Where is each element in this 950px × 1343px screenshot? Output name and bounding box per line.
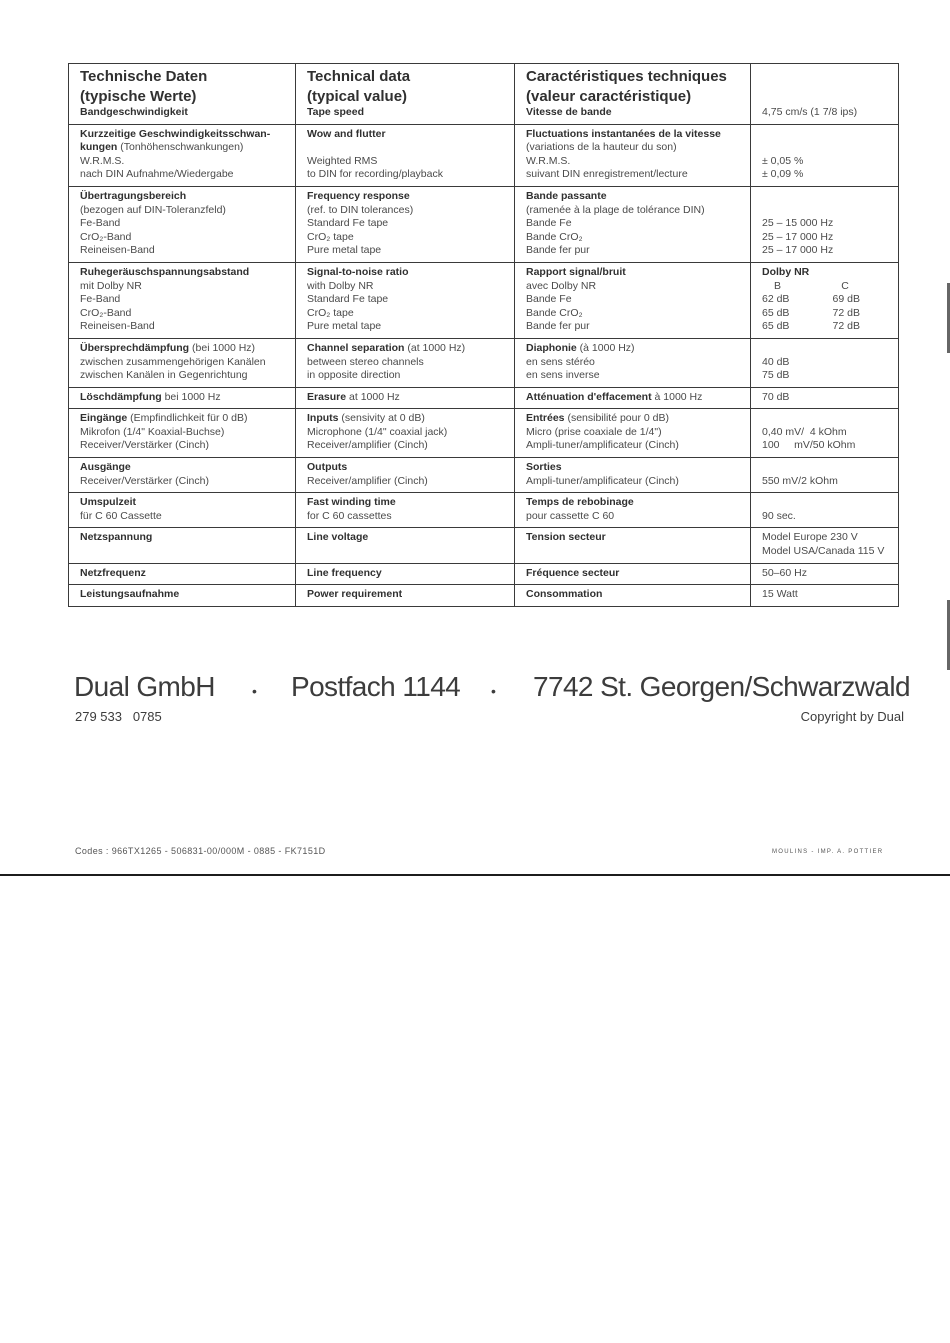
spec-label: Power requirement	[307, 588, 403, 601]
cell-de	[69, 585, 296, 607]
table-row	[69, 585, 899, 607]
cell-fr	[515, 409, 751, 458]
cell-de	[69, 528, 296, 563]
spec-detail: Receiver/amplifier (Cinch)	[307, 474, 428, 487]
spec-detail: pour cassette C 60	[526, 509, 615, 522]
spec-detail: zwischen Kanälen in Gegenrichtung	[80, 369, 248, 382]
spec-detail: mit Dolby NR	[80, 279, 142, 292]
separator-dot: •	[252, 683, 257, 699]
spec-label: Line frequency	[307, 566, 382, 579]
cell-fr	[515, 262, 751, 338]
spec-detail: Fe-Band	[80, 217, 121, 230]
spec-note: (sensivity at 0 dB)	[338, 412, 425, 425]
spec-detail: Weighted RMS	[307, 154, 378, 167]
print-codes: Codes : 966TX1265 - 506831-00/000M - 0885 - FK7151D	[75, 846, 326, 856]
spec-detail: Ampli-tuner/amplificateur (Cinch)	[526, 474, 679, 487]
table-row	[69, 262, 899, 338]
postbox: Postfach 1144	[291, 671, 461, 702]
spec-value: 65 dB	[762, 306, 790, 319]
spec-label: Netzfrequenz	[80, 566, 146, 579]
spec-detail: (bezogen auf DIN-Toleranzfeld)	[80, 203, 226, 216]
table-row	[69, 458, 899, 493]
value-cell	[751, 124, 899, 186]
spec-label: Line voltage	[307, 531, 369, 544]
spec-label: Diaphonie	[526, 341, 577, 354]
value-cell	[751, 458, 899, 493]
separator-dot: •	[491, 683, 496, 699]
spec-label: Temps de rebobinage	[526, 496, 634, 509]
spec-value: 72 dB	[832, 320, 860, 333]
spec-detail: Receiver/Verstärker (Cinch)	[80, 439, 209, 452]
printer-imprint: MOULINS - IMP. A. POTTIER	[772, 849, 884, 855]
spec-detail: between stereo channels	[307, 355, 424, 368]
cell-fr	[515, 563, 751, 585]
spec-label-line	[80, 141, 287, 155]
spec-detail: zwischen zusammengehörigen Kanälen	[80, 355, 266, 368]
copyright-notice: Copyright by Dual	[800, 709, 904, 724]
cell-de	[69, 563, 296, 585]
spec-label: Sorties	[526, 461, 562, 474]
spec-value: 100 mV/50 kOhm	[762, 439, 856, 452]
spec-note: bei 1000 Hz	[161, 390, 221, 403]
cell-fr	[515, 458, 751, 493]
spec-label: Bandgeschwindigkeit	[80, 106, 188, 118]
spec-value: 550 mV/2 kOhm	[762, 474, 838, 487]
spec-value: 25 – 17 000 Hz	[762, 230, 834, 243]
spec-label: Tape speed	[307, 106, 364, 118]
cell-en	[296, 563, 515, 585]
spec-value: 62 dB	[762, 293, 790, 306]
cell-fr	[515, 528, 751, 563]
page-edge-line	[0, 874, 950, 876]
dolby-values-grid	[762, 280, 890, 334]
spec-label: Leistungsaufnahme	[80, 588, 180, 601]
cell-de	[69, 338, 296, 387]
value-cell	[751, 493, 899, 528]
header-cell-fr	[515, 64, 751, 125]
spec-label-line	[526, 391, 742, 405]
heading-en-subtitle: (typical value)	[307, 87, 408, 105]
cell-de	[69, 493, 296, 528]
spec-note: (at 1000 Hz)	[404, 341, 466, 354]
spec-label-line	[307, 342, 506, 356]
spec-detail: suivant DIN enregistrement/lecture	[526, 168, 688, 181]
value-cell	[751, 338, 899, 387]
spec-detail: for C 60 cassettes	[307, 509, 392, 522]
spec-detail: Standard Fe tape	[307, 217, 389, 230]
spec-label: Signal-to-noise ratio	[307, 265, 409, 278]
value-cell	[751, 262, 899, 338]
spec-label: Entrées	[526, 412, 565, 425]
cell-en	[296, 387, 515, 409]
spec-value: Model USA/Canada 115 V	[762, 545, 885, 558]
spec-label: Eingänge	[80, 412, 128, 425]
value-cell	[751, 585, 899, 607]
spec-detail: Bande CrO₂	[526, 230, 583, 243]
spec-note: at 1000 Hz	[346, 390, 400, 403]
spec-detail: avec Dolby NR	[526, 279, 597, 292]
cell-de	[69, 186, 296, 262]
spec-note: (à 1000 Hz)	[576, 341, 635, 354]
spec-value: 65 dB	[762, 320, 790, 333]
spec-label: Netzspannung	[80, 531, 153, 544]
spec-detail: Reineisen-Band	[80, 244, 155, 257]
spec-label: Kurzzeitige Geschwindigkeitsschwan-	[80, 127, 271, 140]
spec-value: 72 dB	[832, 306, 860, 319]
spec-label: Übersprechdämpfung	[80, 341, 190, 354]
header-cell-en	[296, 64, 515, 125]
spec-detail: CrO₂-Band	[80, 306, 132, 319]
spec-detail: (variations de la hauteur du son)	[526, 141, 677, 154]
spec-detail: in opposite direction	[307, 369, 401, 382]
cell-de	[69, 458, 296, 493]
spec-label: Umspulzeit	[80, 496, 137, 509]
cell-de	[69, 262, 296, 338]
table-row	[69, 493, 899, 528]
table-row	[69, 124, 899, 186]
spec-detail: W.R.M.S.	[526, 154, 571, 167]
spec-detail: Receiver/amplifier (Cinch)	[307, 439, 428, 452]
table-row	[69, 338, 899, 387]
value-cell	[751, 563, 899, 585]
cell-fr	[515, 124, 751, 186]
spec-detail: CrO₂ tape	[307, 306, 354, 319]
spec-label: Bande passante	[526, 189, 607, 202]
cell-fr	[515, 493, 751, 528]
cell-en	[296, 585, 515, 607]
spec-label: Frequency response	[307, 189, 410, 202]
cell-en	[296, 124, 515, 186]
spec-note: (Empfindlichkeit für 0 dB)	[127, 412, 248, 425]
spec-detail: Pure metal tape	[307, 244, 382, 257]
spec-label-line	[526, 342, 742, 356]
spec-label: Atténuation d'effacement	[526, 390, 652, 403]
cell-de	[69, 409, 296, 458]
spec-detail: nach DIN Aufnahme/Wiedergabe	[80, 168, 234, 181]
spec-label-cont: kungen	[80, 141, 118, 154]
spec-label-line	[80, 412, 287, 426]
spec-detail: Fe-Band	[80, 293, 121, 306]
spec-detail: Bande Fe	[526, 217, 572, 230]
spec-label: Fréquence secteur	[526, 566, 620, 579]
spec-detail: Pure metal tape	[307, 320, 382, 333]
spec-detail: en sens stéréo	[526, 355, 595, 368]
spec-detail: Receiver/Verstärker (Cinch)	[80, 474, 209, 487]
table-row	[69, 528, 899, 563]
spec-value: 25 – 15 000 Hz	[762, 217, 834, 230]
dolby-col-b: B	[774, 279, 782, 292]
spec-label: Vitesse de bande	[526, 106, 612, 118]
table-row	[69, 409, 899, 458]
value-cell	[751, 387, 899, 409]
header-cell-de	[69, 64, 296, 125]
cell-en	[296, 493, 515, 528]
spec-label: Löschdämpfung	[80, 390, 162, 403]
dolby-nr-label: Dolby NR	[762, 265, 810, 278]
cell-en	[296, 262, 515, 338]
spec-value: 25 – 17 000 Hz	[762, 244, 834, 257]
table-row	[69, 387, 899, 409]
spec-detail: en sens inverse	[526, 369, 600, 382]
spec-detail: Microphone (1/4" coaxial jack)	[307, 425, 448, 438]
spec-detail: Mikrofon (1/4" Koaxial-Buchse)	[80, 425, 225, 438]
spec-detail: Bande Fe	[526, 293, 572, 306]
spec-value: 15 Watt	[762, 588, 798, 601]
spec-label-line	[80, 391, 287, 405]
cell-en	[296, 338, 515, 387]
cell-fr	[515, 585, 751, 607]
cell-de	[69, 124, 296, 186]
spec-value: 69 dB	[832, 293, 860, 306]
spec-label: Tension secteur	[526, 531, 606, 544]
table-row	[69, 186, 899, 262]
spec-value: ± 0,05 %	[762, 154, 804, 167]
spec-note: (Tonhöhenschwankungen)	[117, 141, 244, 154]
spacer-line	[307, 141, 506, 155]
spec-label: Fast winding time	[307, 496, 396, 509]
company-name: Dual GmbH	[74, 671, 215, 702]
spec-value: 70 dB	[762, 390, 790, 403]
spec-label-line	[526, 412, 742, 426]
spec-detail: (ramenée à la plage de tolérance DIN)	[526, 203, 705, 216]
spec-detail: Standard Fe tape	[307, 293, 389, 306]
cell-en	[296, 458, 515, 493]
spec-label: Consommation	[526, 588, 603, 601]
value-cell	[751, 528, 899, 563]
spec-detail: Micro (prise coaxiale de 1/4")	[526, 425, 662, 438]
spec-detail: CrO₂-Band	[80, 230, 132, 243]
cell-en	[296, 186, 515, 262]
spec-label: Channel separation	[307, 341, 405, 354]
spec-detail: with Dolby NR	[307, 279, 374, 292]
spec-label: Outputs	[307, 461, 348, 474]
spec-label-line	[80, 342, 287, 356]
spec-detail: to DIN for recording/playback	[307, 168, 443, 181]
spec-value: ± 0,09 %	[762, 168, 804, 181]
spec-label-line	[307, 412, 506, 426]
spec-detail: (ref. to DIN tolerances)	[307, 203, 414, 216]
spec-label: Rapport signal/bruit	[526, 265, 626, 278]
city-address: 7742 St. Georgen/Schwarzwald	[533, 671, 910, 702]
heading-en-title: Technical data	[307, 68, 411, 85]
spec-value: 40 dB	[762, 355, 790, 368]
spec-label: Wow and flutter	[307, 127, 386, 140]
spec-value: 4,75 cm/s (1 7/8 ips)	[762, 106, 858, 118]
heading-fr-title: Caractéristiques techniques	[526, 68, 727, 85]
dolby-col-c: C	[841, 279, 849, 292]
heading-de-title: Technische Daten	[80, 68, 208, 85]
spec-detail: Reineisen-Band	[80, 320, 155, 333]
spec-detail: für C 60 Cassette	[80, 509, 162, 522]
spec-value: 75 dB	[762, 369, 790, 382]
spec-label: Ruhegeräuschspannungsabstand	[80, 265, 250, 278]
cell-fr	[515, 338, 751, 387]
spec-note: à 1000 Hz	[651, 390, 703, 403]
spec-detail: Ampli-tuner/amplificateur (Cinch)	[526, 439, 679, 452]
value-cell	[751, 186, 899, 262]
heading-fr-subtitle: (valeur caractéristique)	[526, 87, 692, 105]
spec-detail: CrO₂ tape	[307, 230, 354, 243]
cell-en	[296, 528, 515, 563]
cell-fr	[515, 186, 751, 262]
heading-de-subtitle: (typische Werte)	[80, 87, 197, 105]
spec-value: 50–60 Hz	[762, 566, 807, 579]
spec-label-line	[307, 391, 506, 405]
table-row	[69, 64, 899, 125]
spec-label: Ausgänge	[80, 461, 131, 474]
spec-label: Inputs	[307, 412, 339, 425]
spec-detail: Bande fer pur	[526, 320, 590, 333]
spec-label: Erasure	[307, 390, 347, 403]
spec-detail: Bande fer pur	[526, 244, 590, 257]
value-cell	[751, 64, 899, 125]
spec-note: (sensibilité pour 0 dB)	[564, 412, 669, 425]
spec-label: Übertragungsbereich	[80, 189, 187, 202]
spec-detail: W.R.M.S.	[80, 154, 125, 167]
table-row	[69, 563, 899, 585]
spec-value: Model Europe 230 V	[762, 531, 858, 544]
spec-note: (bei 1000 Hz)	[189, 341, 256, 354]
cell-de	[69, 387, 296, 409]
spec-value: 0,40 mV/ 4 kOhm	[762, 425, 847, 438]
technical-data-table	[68, 63, 899, 607]
spec-label: Fluctuations instantanées de la vitesse	[526, 127, 721, 140]
document-number: 279 533 0785	[75, 709, 162, 724]
cell-fr	[515, 387, 751, 409]
cell-en	[296, 409, 515, 458]
value-cell	[751, 409, 899, 458]
spec-value: 90 sec.	[762, 509, 796, 522]
spec-detail: Bande CrO₂	[526, 306, 583, 319]
